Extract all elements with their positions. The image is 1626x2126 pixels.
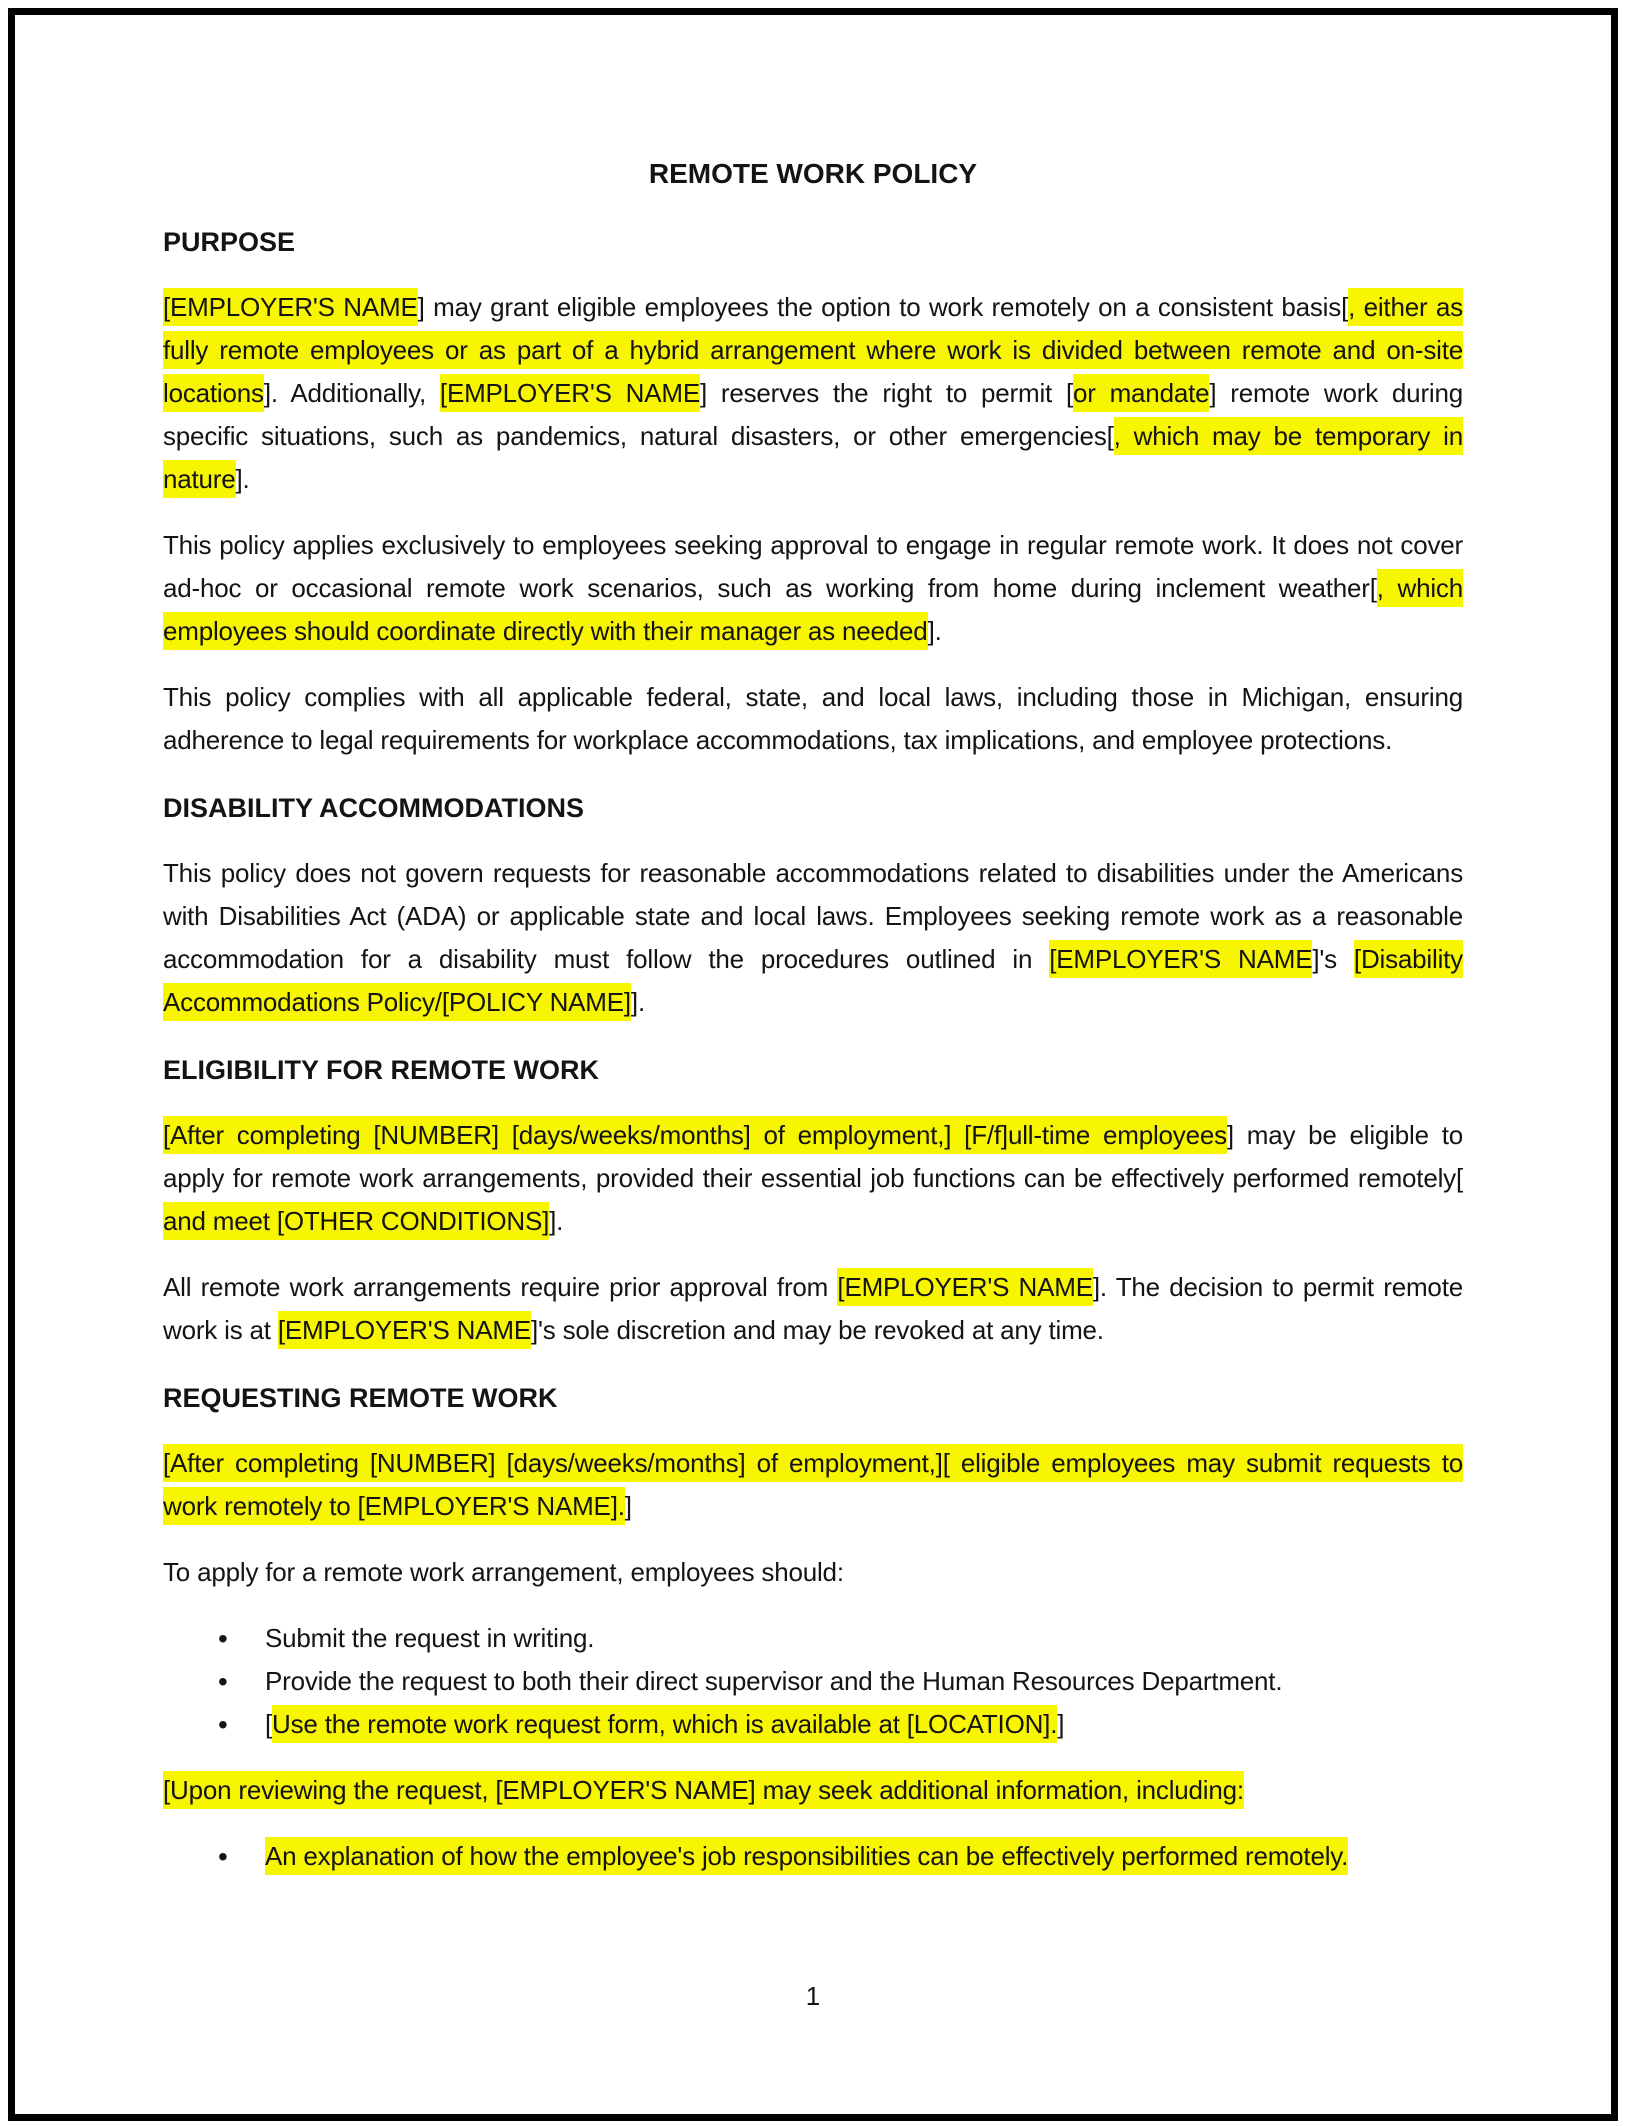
bullet-item-text: [Use the remote work request form, which is available at [LOCATION].] <box>265 1703 1463 1746</box>
paragraph-requesting-1: [After completing [NUMBER] [days/weeks/months] of employment,][ eligible employees may submit requests to work remotely to [EMPLOYER'S NAME].] <box>163 1442 1463 1528</box>
section-heading-requesting: REQUESTING REMOTE WORK <box>163 1383 558 1413</box>
paragraph-purpose-2: This policy applies exclusively to employees seeking approval to engage in regular remote work. It does not cover ad-hoc or occasional remote work scenarios, such as working from home during inclement weather[, which employees should coordinate directly with their manager as needed]. <box>163 524 1463 653</box>
bullet-list-item <box>163 1660 1463 1703</box>
bullet-list-additional-info <box>163 1835 1463 1878</box>
paragraph-eligibility-1: [After completing [NUMBER] [days/weeks/months] of employment,] [F/f]ull-time employees] may be eligible to apply for remote work arrangements, provided their essential job functions can be effectively performed remotely[ and meet [OTHER CONDITIONS]]. <box>163 1114 1463 1243</box>
bullet-list-apply-steps <box>163 1617 1463 1746</box>
page-number: 1 <box>805 1981 821 2011</box>
paragraph-disability-1: This policy does not govern requests for reasonable accommodations related to disabilities under the Americans with Disabilities Act (ADA) or applicable state and local laws. Employees seeking remote work as a reasonable accommodation for a disability must follow the procedures outlined in [EMPLOYER'S NAME]'s [Disability Accommodations Policy/[POLICY NAME]]. <box>163 852 1463 1024</box>
paragraph-eligibility-2: All remote work arrangements require prior approval from [EMPLOYER'S NAME]. The decision to permit remote work is at [EMPLOYER'S NAME]'s sole discretion and may be revoked at any time. <box>163 1266 1463 1352</box>
bullet-icon: • <box>218 1709 228 1740</box>
document-title: REMOTE WORK POLICY <box>648 158 978 189</box>
bullet-item-text: Submit the request in writing. <box>265 1623 595 1653</box>
paragraph-requesting-2: To apply for a remote work arrangement, employees should: <box>163 1557 844 1587</box>
bullet-icon: • <box>218 1841 228 1872</box>
bullet-item-text: An explanation of how the employee's job responsibilities can be effectively performed remotely. <box>265 1835 1463 1878</box>
bullet-list-item <box>163 1617 1463 1660</box>
paragraph-requesting-3: [Upon reviewing the request, [EMPLOYER'S NAME] may seek additional information, including: <box>163 1769 1463 1812</box>
bullet-list-item <box>163 1835 1463 1878</box>
bullet-list-item <box>163 1703 1463 1746</box>
bullet-icon: • <box>218 1623 228 1654</box>
bullet-icon: • <box>218 1666 228 1697</box>
document-body <box>163 152 1463 1901</box>
section-heading-purpose: PURPOSE <box>163 227 296 257</box>
paragraph-purpose-3: This policy complies with all applicable federal, state, and local laws, including those in Michigan, ensuring adherence to legal requirements for workplace accommodations, tax implications, and employee protections. <box>163 682 1463 755</box>
bullet-item-text: Provide the request to both their direct supervisor and the Human Resources Department. <box>265 1666 1283 1696</box>
section-heading-disability-accommodations: DISABILITY ACCOMMODATIONS <box>163 793 584 823</box>
section-heading-eligibility: ELIGIBILITY FOR REMOTE WORK <box>163 1055 599 1085</box>
paragraph-purpose-1: [EMPLOYER'S NAME] may grant eligible employees the option to work remotely on a consistent basis[, either as fully remote employees or as part of a hybrid arrangement where work is divided between remote and on-site locations]. Additionally, [EMPLOYER'S NAME] reserves the right to permit [or mandate] remote work during specific situations, such as pandemics, natural disasters, or other emergencies[, which may be temporary in nature]. <box>163 286 1463 501</box>
